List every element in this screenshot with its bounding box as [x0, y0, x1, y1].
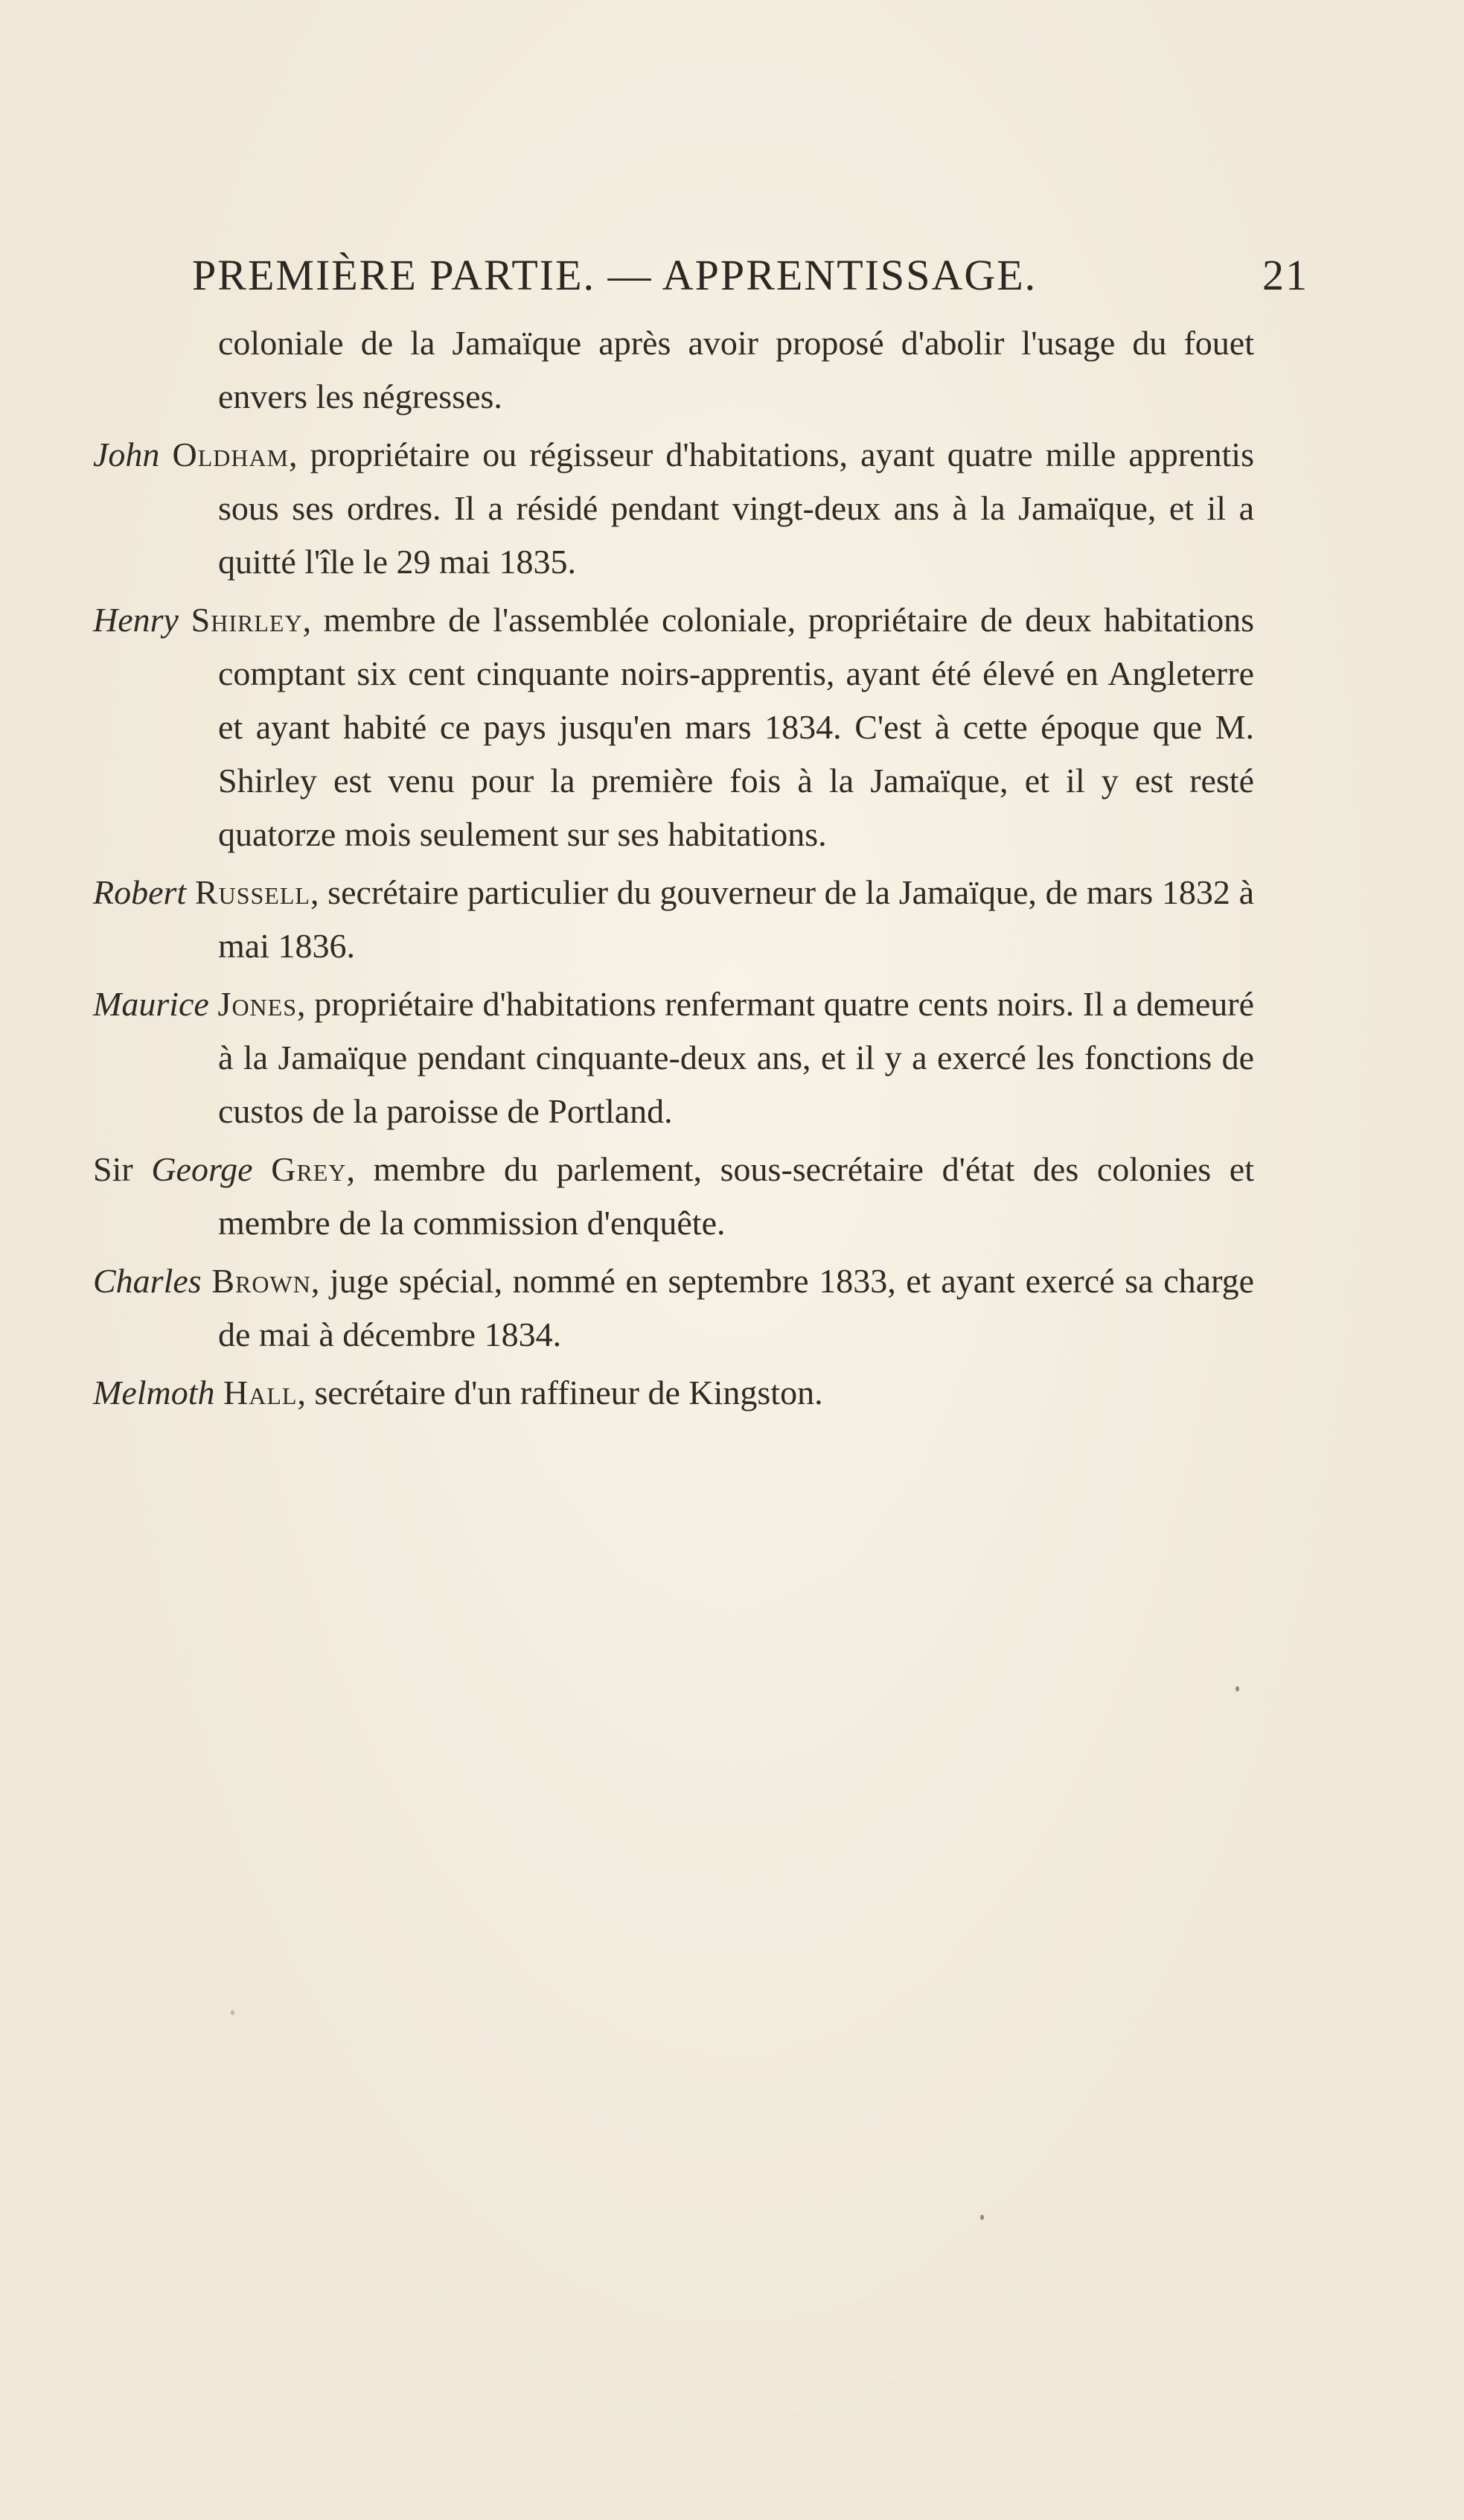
paper-speck — [980, 2215, 984, 2220]
witness-entry-brown — [93, 1254, 1254, 1362]
continuation-paragraph — [93, 316, 1254, 424]
running-head-title: PREMIÈRE PARTIE. — APPRENTISSAGE. — [192, 251, 1038, 299]
given-name: Henry — [93, 601, 179, 639]
given-name: Melmoth — [93, 1374, 215, 1411]
witness-entry-jones — [93, 977, 1254, 1138]
surname: Grey — [271, 1150, 347, 1188]
witness-entry-shirley — [93, 593, 1254, 861]
given-name: Robert — [93, 873, 187, 911]
surname: Hall — [223, 1374, 298, 1411]
witness-entry-hall — [93, 1366, 1254, 1420]
entry-text: , juge spécial, nommé en septembre 1833, et ayant exercé sa charge de mai à décembre 1834. — [218, 1262, 1254, 1353]
paper-speck — [1236, 1686, 1239, 1691]
name-prefix: Sir — [93, 1150, 133, 1188]
surname: Oldham — [172, 436, 290, 473]
given-name: George — [151, 1150, 253, 1188]
witness-entry-oldham — [93, 428, 1254, 589]
given-name: Charles — [93, 1262, 202, 1300]
entry-text: , propriétaire ou régisseur d'habitations, ayant quatre mille apprentis sous ses ordres. Il a résidé pendant vingt-deux ans à la Jamaïque, et il a quitté l'île le 29 mai 1835. — [218, 436, 1254, 581]
surname: Shirley — [191, 601, 303, 639]
given-name: John — [93, 436, 160, 473]
surname: Russell — [194, 873, 310, 911]
paper-speck — [231, 2010, 234, 2015]
running-head — [192, 246, 1308, 305]
entry-text: , secrétaire particulier du gouverneur de la Jamaïque, de mars 1832 à mai 1836. — [218, 873, 1255, 965]
witness-entry-grey — [93, 1143, 1254, 1250]
entry-text: , membre de l'assemblée coloniale, propriétaire de deux habitations comptant six cent cinquante noirs-apprentis, ayant été élevé en Angleterre et ayant habité ce pays jusqu'en mars 1834. C'est à cette époque que M. Shirley est venu pour la première fois à la Jamaïque, et il y est resté quatorze mois seulement sur ses habitations. — [218, 601, 1255, 853]
entry-text: , propriétaire d'habitations renfermant quatre cents noirs. Il a demeuré à la Jamaïque pendant cinquante-deux ans, et il y a exercé les fonctions de custos de la paroisse de Portland. — [218, 985, 1255, 1130]
witness-entry-russell — [93, 866, 1254, 973]
surname: Brown — [211, 1262, 311, 1300]
page-number: 21 — [1262, 251, 1308, 299]
entry-text: , secrétaire d'un raffineur de Kingston. — [297, 1374, 823, 1411]
surname: Jones — [217, 985, 298, 1023]
given-name: Maurice — [93, 985, 209, 1023]
entry-text: , membre du parlement, sous-secrétaire d'état des colonies et membre de la commission d'enquête. — [218, 1150, 1254, 1242]
entry-text: coloniale de la Jamaïque après avoir proposé d'abolir l'usage du fouet envers les négresses. — [218, 324, 1254, 415]
body-text — [93, 316, 1254, 1424]
